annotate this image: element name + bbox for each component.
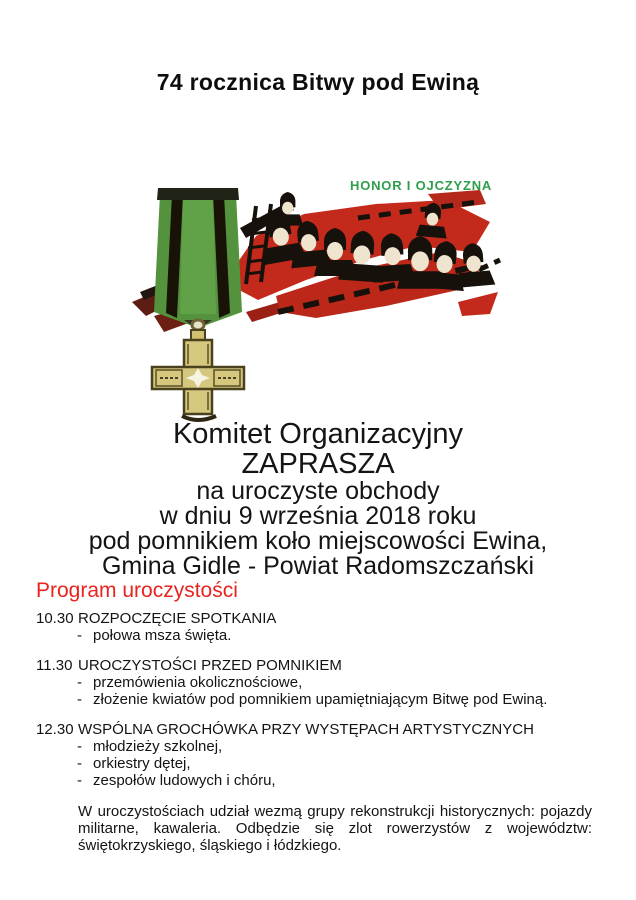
- program-bullet: [77, 772, 608, 789]
- invitation-line: pod pomnikiem koło miejscowości Ewina,: [88, 527, 548, 555]
- invitation-line: Komitet Organizacyjny: [172, 418, 464, 450]
- bullet-dash: -: [77, 627, 82, 644]
- program-item-head: [36, 657, 608, 674]
- bullet-dash: -: [77, 755, 82, 772]
- motto-text: HONOR I OJCZYZNA: [350, 178, 493, 193]
- program-bullet: [77, 691, 608, 708]
- program-title: UROCZYSTOŚCI PRZED POMNIKIEM: [78, 657, 342, 674]
- closing-note: W uroczystościach udział wezmą grupy rekonstrukcji historycznych: pojazdy militarne, kawaleria. Odbędzie się zlot rowerzystów z województw: świętokrzyskiego, śląskiego i łódzkiego.: [78, 803, 592, 854]
- program-item: [36, 610, 608, 644]
- program-bullet: [77, 674, 608, 691]
- bullet-dash: -: [77, 691, 82, 708]
- bullet-text: zespołów ludowych i chóru,: [93, 772, 276, 789]
- bullet-text: połowa msza święta.: [93, 627, 232, 644]
- grunwald-cross: [152, 320, 244, 420]
- program-bullet: [77, 755, 608, 772]
- invitation-block: [0, 419, 636, 579]
- invitation-line: w dniu 9 września 2018 roku: [159, 502, 477, 530]
- invitation-line: na uroczyste obchody: [196, 477, 440, 505]
- program-item-head: [36, 721, 608, 738]
- medal-emblem-image: [128, 164, 510, 424]
- program-time: 12.30: [36, 721, 74, 738]
- invitation-line: ZAPRASZA: [241, 448, 395, 480]
- program-schedule: [36, 610, 608, 854]
- bullet-dash: -: [77, 772, 82, 789]
- program-heading: Program uroczystości: [36, 579, 238, 602]
- program-item-head: [36, 610, 608, 627]
- program-bullet: [77, 738, 608, 755]
- bullet-dash: -: [77, 738, 82, 755]
- program-item: [36, 721, 608, 789]
- medal-ribbon: [154, 188, 242, 330]
- page-title: 74 rocznica Bitwy pod Ewiną: [156, 69, 480, 95]
- program-time: 11.30: [36, 657, 73, 674]
- program-title: ROZPOCZĘCIE SPOTKANIA: [78, 610, 277, 627]
- bullet-text: przemówienia okolicznościowe,: [93, 674, 303, 691]
- program-title: WSPÓLNA GROCHÓWKA PRZY WYSTĘPACH ARTYSTYCZNYCH: [78, 721, 534, 738]
- bullet-text: złożenie kwiatów pod pomnikiem upamiętniającym Bitwę pod Ewiną.: [93, 691, 548, 708]
- program-bullet: [77, 627, 608, 644]
- bullet-dash: -: [77, 674, 82, 691]
- program-time: 10.30: [36, 610, 74, 627]
- invitation-line: Gmina Gidle - Powiat Radomszczański: [101, 552, 535, 580]
- bullet-text: młodzieży szkolnej,: [93, 738, 223, 755]
- program-item: [36, 657, 608, 708]
- bullet-text: orkiestry dętej,: [93, 755, 191, 772]
